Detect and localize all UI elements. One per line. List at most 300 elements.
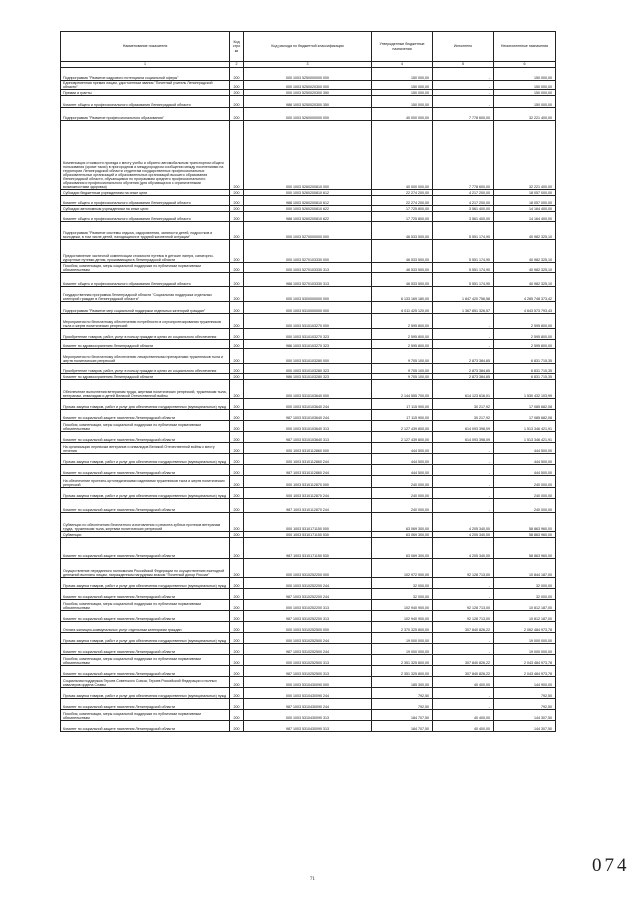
- row-plan: 2 127 439 800,00: [372, 421, 433, 432]
- row-done: -: [433, 688, 494, 699]
- row-rest: 2 595 800,00: [494, 329, 556, 340]
- row-name: Приобретение товаров, работ, услуг в пользу граждан в целях их социального обеспечения: [61, 329, 230, 340]
- row-code: 200: [230, 532, 244, 538]
- row-plan: 2 595 800,00: [372, 314, 433, 329]
- col-number: 5: [433, 62, 494, 68]
- table-row: [61, 302, 556, 314]
- row-done: -: [433, 314, 494, 329]
- table-row: [61, 677, 556, 688]
- row-done: -: [433, 443, 494, 454]
- row-kbk: 000 1003 5260200810 612: [244, 190, 372, 196]
- table-row: [61, 399, 556, 410]
- row-rest: 1 513 346 421,91: [494, 432, 556, 443]
- row-rest: 144 900,00: [494, 677, 556, 688]
- row-name: Пособия, компенсации, меры социальной поддержки по публичным нормативным обязательствам: [61, 600, 230, 611]
- row-done: -: [433, 96, 494, 108]
- row-rest: 32 000,00: [494, 578, 556, 589]
- row-rest: 1 530 432 103,99: [494, 380, 556, 399]
- table-row: [61, 364, 556, 374]
- row-rest: 2 062 484 973,78: [494, 622, 556, 633]
- table-row: [61, 273, 556, 287]
- table-row: [61, 96, 556, 108]
- table-row: [61, 559, 556, 578]
- row-plan: 150 000,00: [372, 81, 433, 90]
- row-plan: 240 000,00: [372, 499, 433, 513]
- row-done: 40 400,00: [433, 677, 494, 688]
- table-row: [61, 488, 556, 499]
- row-done: 92 128 713,00: [433, 559, 494, 578]
- row-done: 5 551 174,90: [433, 263, 494, 273]
- row-done: 4 217 200,00: [433, 196, 494, 206]
- row-plan: 6 011 425 120,00: [372, 302, 433, 314]
- row-name: Пособия, компенсации, меры социальной поддержки по публичным нормативным обязательствам: [61, 655, 230, 666]
- row-name: Пособия, компенсации, меры социальной поддержки по публичным нормативным обязательствам: [61, 263, 230, 273]
- table-row: [61, 499, 556, 513]
- table-row: [61, 578, 556, 589]
- row-kbk: 000 1003 5260200810 000: [244, 121, 372, 190]
- row-rest: 18 057 000,00: [494, 196, 556, 206]
- row-done: 92 128 713,00: [433, 600, 494, 611]
- table-row: [61, 432, 556, 443]
- row-rest: 32 000,00: [494, 589, 556, 600]
- row-kbk: 987 1003 5310112870 244: [244, 499, 372, 513]
- table-row: [61, 589, 556, 600]
- row-plan: 40 000 000,00: [372, 121, 433, 190]
- row-done: 30 217,92: [433, 410, 494, 421]
- row-done: 307 840 826,22: [433, 622, 494, 633]
- row-done: 40 400,00: [433, 710, 494, 721]
- row-rest: 58 863 960,00: [494, 538, 556, 559]
- row-kbk: 988 1003 5260200810 612: [244, 196, 372, 206]
- row-kbk: 000 1003 5310000000 000: [244, 302, 372, 314]
- row-name: На обеспечение протезно-ортопедическими изделиями труженников тыла и жертв политических репрессий: [61, 476, 230, 488]
- row-rest: 150 000,00: [494, 68, 556, 81]
- table-row: [61, 421, 556, 432]
- row-rest: 6 831 715,35: [494, 364, 556, 374]
- row-plan: 150 000,00: [372, 68, 433, 81]
- row-done: 1 847 420 756,58: [433, 287, 494, 302]
- row-name: Предоставление частичной компенсации стоимости путевок в детские лагеря, санаторно-курортные путевки детям, проживающим в Ленинградской области: [61, 240, 230, 263]
- row-code: 200: [230, 410, 244, 421]
- row-kbk: 000 1003 5310430090 244: [244, 688, 372, 699]
- row-name: Комитет по социальной защите населения Ленинградской области: [61, 538, 230, 559]
- row-rest: 18 057 000,00: [494, 190, 556, 196]
- row-code: 200: [230, 432, 244, 443]
- row-name: Обеспечение выполнения ветеранам труда, жертвам политических репрессий, труженикам тыла, ветеранам, инвалидам и детей Великой Отечественной войны: [61, 380, 230, 399]
- row-kbk: 000 1003 5310103640 313: [244, 421, 372, 432]
- row-plan: 150 000,00: [372, 90, 433, 96]
- row-code: 200: [230, 108, 244, 121]
- table-row: [61, 721, 556, 732]
- row-plan: 240 000,00: [372, 476, 433, 488]
- row-plan: 63 069 300,00: [372, 532, 433, 538]
- row-rest: 144 307,50: [494, 710, 556, 721]
- row-code: 200: [230, 454, 244, 465]
- row-plan: 444 500,00: [372, 454, 433, 465]
- row-rest: 58 863 960,00: [494, 513, 556, 532]
- row-done: -: [433, 488, 494, 499]
- row-code: 200: [230, 699, 244, 710]
- row-code: 200: [230, 329, 244, 340]
- table-row: [61, 287, 556, 302]
- col-number: 1: [61, 62, 230, 68]
- row-plan: 40 000 000,00: [372, 108, 433, 121]
- row-code: 200: [230, 559, 244, 578]
- row-done: 614 093 398,09: [433, 432, 494, 443]
- budget-table: [60, 31, 556, 732]
- row-rest: 792,50: [494, 688, 556, 699]
- row-rest: 14 164 400,00: [494, 206, 556, 212]
- row-name: Пособия, компенсации, меры социальной поддержки по публичным нормативным обязательствам: [61, 421, 230, 432]
- row-kbk: 000 1003 5260000000 000: [244, 108, 372, 121]
- row-rest: 4 285 748 373,42: [494, 287, 556, 302]
- row-plan: 63 069 300,00: [372, 538, 433, 559]
- row-rest: 2 595 800,00: [494, 314, 556, 329]
- row-name: Подпрограмма "Развитие мер социальной поддержки отдельных категорий граждан": [61, 302, 230, 314]
- row-rest: 2 043 484 973,78: [494, 666, 556, 677]
- row-plan: 792,50: [372, 688, 433, 699]
- row-name: Комитет общего и профессионального образования Ленинградской области: [61, 212, 230, 222]
- row-kbk: 986 1003 5310103270 323: [244, 340, 372, 349]
- row-name: Комитет по социальной защите населения Ленинградской области: [61, 721, 230, 732]
- row-done: -: [433, 68, 494, 81]
- row-plan: 22 274 200,00: [372, 190, 433, 196]
- row-code: 200: [230, 196, 244, 206]
- row-rest: 10 812 187,00: [494, 600, 556, 611]
- row-done: 2 873 384,65: [433, 364, 494, 374]
- row-rest: 2 595 800,00: [494, 340, 556, 349]
- table-row: [61, 329, 556, 340]
- row-done: -: [433, 454, 494, 465]
- row-done: -: [433, 499, 494, 513]
- row-plan: 2 351 325 800,00: [372, 655, 433, 666]
- row-name: Комитет по социальной защите населения Ленинградской области: [61, 432, 230, 443]
- row-kbk: 988 1003 5270103330 313: [244, 273, 372, 287]
- header-name: Наименование показателя: [61, 32, 230, 62]
- table-row: [61, 476, 556, 488]
- row-rest: 40 982 325,10: [494, 222, 556, 240]
- row-code: 200: [230, 314, 244, 329]
- row-code: 200: [230, 538, 244, 559]
- row-code: 200: [230, 121, 244, 190]
- row-code: 200: [230, 622, 244, 633]
- row-plan: 102 972 900,00: [372, 559, 433, 578]
- row-done: 4 205 340,00: [433, 513, 494, 532]
- row-name: Прочая закупка товаров, работ и услуг для обеспечения государственных (муниципальных) нужд: [61, 454, 230, 465]
- row-code: 200: [230, 644, 244, 655]
- row-plan: 9 705 100,00: [372, 374, 433, 380]
- row-code: 200: [230, 677, 244, 688]
- row-kbk: 000 1003 5310112870 244: [244, 488, 372, 499]
- row-kbk: 987 1003 5310103640 313: [244, 432, 372, 443]
- row-name: Компенсация стоимости проезда к месту учебы и обратно автомобильным транспортом общего пользования (кроме такси) в пригородном и междугородном сообщении между поселениями на территории Ленинградской области студентам государственных профессиональных образовательных организаций и образовательных организаций высшего образования Ленинградской области, обучающимся по программам среднего профессионального образования и профессионального обучения (для обучающихся с ограниченными возможностями здоровья): [61, 121, 230, 190]
- row-code: 200: [230, 499, 244, 513]
- row-rest: 19 000 000,00: [494, 644, 556, 655]
- row-code: 200: [230, 222, 244, 240]
- row-name: Комитет по социальной защите населения Ленинградской области: [61, 644, 230, 655]
- row-done: -: [433, 90, 494, 96]
- row-name: Осуществление переданного полномочия Российской Федерации по осуществлению ежегодной денежной выплаты лицам, награжденным нагрудным знаком "Почетный донор России": [61, 559, 230, 578]
- row-kbk: 988 1003 5250020300 350: [244, 96, 372, 108]
- header-kbk: Код расхода по бюджетной классификации: [244, 32, 372, 62]
- table-row: [61, 263, 556, 273]
- row-kbk: 000 1003 5310252500 313: [244, 655, 372, 666]
- row-name: Комитет по здравоохранению Ленинградской области: [61, 374, 230, 380]
- row-name: Субсидии бюджетным учреждениям на иные цели: [61, 190, 230, 196]
- row-kbk: 987 1003 5310171150 530: [244, 538, 372, 559]
- row-name: Комитет общего и профессионального образования Ленинградской области: [61, 96, 230, 108]
- archive-stamp-number: 074: [592, 855, 630, 876]
- row-code: 200: [230, 380, 244, 399]
- row-name: Государственная программа Ленинградской области "Социальная поддержка отдельных категорий граждан в Ленинградской области": [61, 287, 230, 302]
- table-row: [61, 121, 556, 190]
- row-name: Комитет по социальной защите населения Ленинградской области: [61, 465, 230, 476]
- row-plan: 2 144 555 700,00: [372, 380, 433, 399]
- row-done: 7 778 600,00: [433, 121, 494, 190]
- row-rest: 58 863 960,00: [494, 532, 556, 538]
- row-name: Комитет по социальной защите населения Ленинградской области: [61, 589, 230, 600]
- row-rest: 40 982 325,10: [494, 273, 556, 287]
- row-plan: 63 069 300,00: [372, 513, 433, 532]
- row-plan: 2 595 800,00: [372, 329, 433, 340]
- row-rest: 6 831 715,35: [494, 374, 556, 380]
- row-name: Субсидии автономным учреждениям на иные цели: [61, 206, 230, 212]
- row-done: -: [433, 465, 494, 476]
- header-done: Исполнено: [433, 32, 494, 62]
- row-kbk: 000 1003 5310252200 244: [244, 578, 372, 589]
- row-done: -: [433, 329, 494, 340]
- row-plan: 46 533 500,00: [372, 263, 433, 273]
- table-row: [61, 699, 556, 710]
- table-row: [61, 81, 556, 90]
- row-rest: 4 643 573 793,43: [494, 302, 556, 314]
- row-name: Комитет по социальной защите населения Ленинградской области: [61, 611, 230, 622]
- row-done: 5 551 174,90: [433, 273, 494, 287]
- row-code: 200: [230, 287, 244, 302]
- row-name: Премии и гранты: [61, 90, 230, 96]
- row-plan: 2 370 325 800,00: [372, 622, 433, 633]
- row-kbk: 987 1003 5310252200 244: [244, 589, 372, 600]
- row-kbk: 000 1003 5310103640 000: [244, 380, 372, 399]
- row-plan: 2 127 439 800,00: [372, 432, 433, 443]
- row-kbk: 000 1003 5310103270 323: [244, 329, 372, 340]
- table-row: [61, 410, 556, 421]
- table-row: [61, 538, 556, 559]
- row-rest: 40 982 325,10: [494, 263, 556, 273]
- row-kbk: 000 1003 5270103330 000: [244, 240, 372, 263]
- table-row: [61, 374, 556, 380]
- table-row: [61, 710, 556, 721]
- table-row: [61, 206, 556, 212]
- row-kbk: 000 1003 5310112860 244: [244, 454, 372, 465]
- row-code: 200: [230, 206, 244, 212]
- row-code: 200: [230, 721, 244, 732]
- row-name: Оплата жилищно-коммунальных услуг отдельным категориям граждан: [61, 622, 230, 633]
- table-row: [61, 380, 556, 399]
- row-plan: 6 133 169 180,00: [372, 287, 433, 302]
- row-plan: 444 500,00: [372, 443, 433, 454]
- row-done: 30 217,92: [433, 399, 494, 410]
- row-plan: 102 940 900,00: [372, 600, 433, 611]
- row-name: Приобретение товаров, работ, услуг в пользу граждан в целях их социального обеспечения: [61, 364, 230, 374]
- row-kbk: 000 1003 5310430090 313: [244, 710, 372, 721]
- row-rest: 32 221 400,00: [494, 108, 556, 121]
- row-code: 200: [230, 96, 244, 108]
- budget-execution-sheet: [60, 31, 555, 732]
- row-rest: 150 000,00: [494, 90, 556, 96]
- row-name: Пособия, компенсации, меры социальной поддержки по публичным нормативным обязательствам: [61, 710, 230, 721]
- row-code: 200: [230, 212, 244, 222]
- header-rest: Неисполненные назначения: [494, 32, 556, 62]
- table-body: [61, 68, 556, 732]
- row-plan: 17 725 800,00: [372, 206, 433, 212]
- row-kbk: 987 1003 5310430090 313: [244, 721, 372, 732]
- row-plan: 46 533 500,00: [372, 222, 433, 240]
- row-code: 200: [230, 81, 244, 90]
- row-code: 200: [230, 364, 244, 374]
- row-code: 200: [230, 600, 244, 611]
- row-name: Комитет по здравоохранению Ленинградской области: [61, 340, 230, 349]
- table-row: [61, 666, 556, 677]
- table-row: [61, 340, 556, 349]
- row-code: 200: [230, 488, 244, 499]
- row-rest: 17 085 682,08: [494, 410, 556, 421]
- row-rest: 444 500,00: [494, 454, 556, 465]
- row-kbk: 000 1003 5310252200 000: [244, 559, 372, 578]
- table-row: [61, 655, 556, 666]
- row-plan: 444 500,00: [372, 465, 433, 476]
- row-kbk: 000 1003 5250020300 000: [244, 81, 372, 90]
- table-row: [61, 644, 556, 655]
- row-kbk: 987 1003 5310252500 313: [244, 666, 372, 677]
- row-code: 200: [230, 688, 244, 699]
- row-rest: 6 831 715,35: [494, 349, 556, 364]
- row-done: 614 123 616,01: [433, 380, 494, 399]
- row-rest: 17 085 682,08: [494, 399, 556, 410]
- table-row: [61, 314, 556, 329]
- row-plan: 2 595 800,00: [372, 340, 433, 349]
- table-row: [61, 622, 556, 633]
- row-done: 2 873 384,65: [433, 349, 494, 364]
- row-name: Комитет по социальной защите населения Ленинградской области: [61, 410, 230, 421]
- row-done: 307 840 826,22: [433, 655, 494, 666]
- row-done: 5 551 174,90: [433, 222, 494, 240]
- col-number: 6: [494, 62, 556, 68]
- row-kbk: 000 1003 5310112860 000: [244, 443, 372, 454]
- row-done: -: [433, 644, 494, 655]
- table-row: [61, 196, 556, 206]
- col-number: 2: [230, 62, 244, 68]
- row-code: 200: [230, 90, 244, 96]
- row-kbk: 000 1003 5310103270 000: [244, 314, 372, 329]
- row-code: 200: [230, 263, 244, 273]
- table-row: [61, 443, 556, 454]
- row-code: 200: [230, 633, 244, 644]
- row-done: 4 205 340,00: [433, 538, 494, 559]
- row-kbk: 000 1003 5310103640 244: [244, 399, 372, 410]
- row-name: Социальная поддержка Героев Советского Союза, Героев Российской Федерации и полных кавалеров ордена Славы: [61, 677, 230, 688]
- row-rest: 240 000,00: [494, 476, 556, 488]
- row-code: 200: [230, 421, 244, 432]
- page-number: 71: [310, 877, 315, 882]
- row-name: Комитет общего и профессионального образования Ленинградской области: [61, 273, 230, 287]
- row-plan: 240 000,00: [372, 488, 433, 499]
- table-row: [61, 190, 556, 196]
- row-name: Подпрограмма "Развитие профессионального образования": [61, 108, 230, 121]
- row-rest: 1 513 346 421,91: [494, 421, 556, 432]
- row-kbk: 000 1003 5250020300 350: [244, 90, 372, 96]
- row-code: 200: [230, 240, 244, 263]
- row-done: -: [433, 81, 494, 90]
- row-name: Подпрограмма "Развитие кадрового потенциала социальной сферы": [61, 68, 230, 81]
- row-done: 40 400,00: [433, 721, 494, 732]
- row-kbk: 000 1003 5310171150 530: [244, 532, 372, 538]
- row-code: 200: [230, 710, 244, 721]
- row-name: На организацию перевозки ветеранов и инвалидов Великой Отечественной войны к месту лечения: [61, 443, 230, 454]
- header-plan: Утвержденные бюджетные назначения: [372, 32, 433, 62]
- row-name: Прочая закупка товаров, работ и услуг для обеспечения государственных (муниципальных) нужд: [61, 399, 230, 410]
- row-code: 200: [230, 190, 244, 196]
- row-done: -: [433, 699, 494, 710]
- row-rest: 150 000,00: [494, 81, 556, 90]
- row-kbk: 000 1003 5310112870 000: [244, 476, 372, 488]
- row-name: Прочая закупка товаров, работ и услуг для обеспечения государственных (муниципальных) нужд: [61, 488, 230, 499]
- row-name: Прочая закупка товаров, работ и услуг для обеспечения государственных (муниципальных) нужд: [61, 633, 230, 644]
- row-plan: 184 707,50: [372, 721, 433, 732]
- row-kbk: 000 1003 5310430090 000: [244, 677, 372, 688]
- row-plan: 2 351 325 800,00: [372, 666, 433, 677]
- row-plan: 9 705 100,00: [372, 349, 433, 364]
- row-done: 4 205 340,00: [433, 532, 494, 538]
- table-row: [61, 108, 556, 121]
- row-code: 200: [230, 666, 244, 677]
- row-done: 2 873 384,65: [433, 374, 494, 380]
- row-name: Мероприятия по бесплатному обеспечению лекарственными препаратами труженников тыла и жертв политических репрессий: [61, 349, 230, 364]
- row-name: Мероприятия по бесплатному обеспечению потребности в слухопротезировании труженников тыла и жертв политических репрессий: [61, 314, 230, 329]
- row-plan: 9 705 100,00: [372, 364, 433, 374]
- table-row: [61, 611, 556, 622]
- row-name: Подпрограмма "Развитие системы отдыха, оздоровления, занятости детей, подростков и молодежи, в том числе детей, находящихся в трудной жизненной ситуации": [61, 222, 230, 240]
- row-rest: 2 043 484 973,78: [494, 655, 556, 666]
- row-plan: 185 300,00: [372, 677, 433, 688]
- row-done: 614 093 398,09: [433, 421, 494, 432]
- table-row: [61, 633, 556, 644]
- row-name: Прочая закупка товаров, работ и услуг для обеспечения государственных (муниципальных) нужд: [61, 688, 230, 699]
- row-name: Субвенции по обеспечению бесплатного изготовления и ремонта зубных протезов ветеранам труда, труженикам тыла, жертвам политических репрессий: [61, 513, 230, 532]
- row-rest: 240 000,00: [494, 488, 556, 499]
- row-name: Комитет по социальной защите населения Ленинградской области: [61, 499, 230, 513]
- table-row: [61, 513, 556, 532]
- row-plan: 102 940 900,00: [372, 611, 433, 622]
- row-rest: 40 982 325,10: [494, 240, 556, 263]
- table-row: [61, 240, 556, 263]
- col-number: 3: [244, 62, 372, 68]
- row-kbk: 000 1003 5270000000 000: [244, 222, 372, 240]
- row-kbk: 987 1003 5310430090 244: [244, 699, 372, 710]
- row-done: -: [433, 476, 494, 488]
- row-plan: 150 000,00: [372, 96, 433, 108]
- row-rest: 144 307,50: [494, 721, 556, 732]
- row-name: Субвенции: [61, 532, 230, 538]
- row-kbk: 987 1003 5310252200 313: [244, 611, 372, 622]
- row-code: 200: [230, 476, 244, 488]
- table-row: [61, 222, 556, 240]
- table-row: [61, 600, 556, 611]
- row-rest: 10 844 187,00: [494, 559, 556, 578]
- row-kbk: 000 1003 5310103280 323: [244, 364, 372, 374]
- row-done: -: [433, 633, 494, 644]
- row-kbk: 000 1003 5310252500 000: [244, 622, 372, 633]
